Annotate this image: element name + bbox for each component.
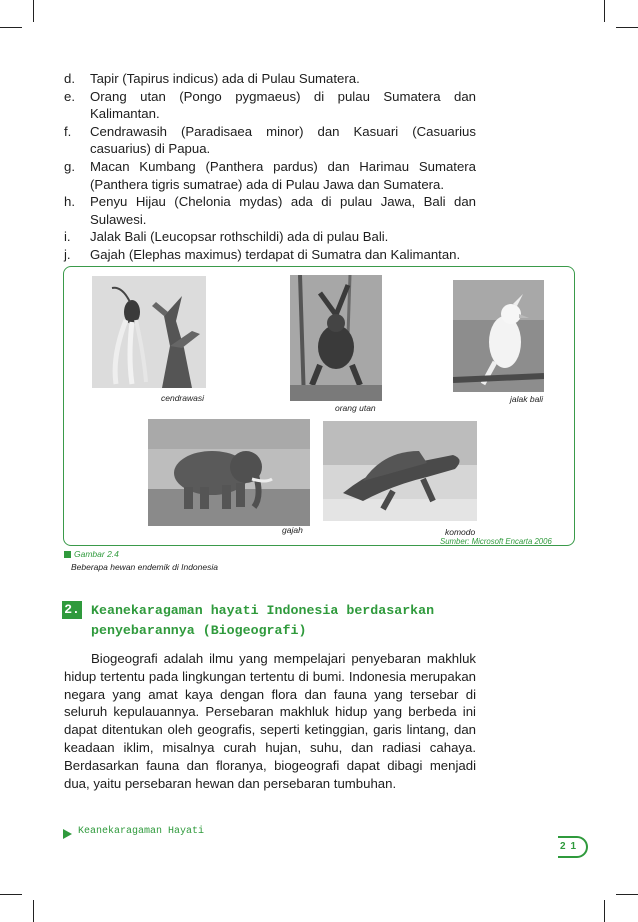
caption-gajah: gajah xyxy=(282,525,303,535)
caption-komodo: komodo xyxy=(445,527,476,537)
arrow-right-icon xyxy=(63,829,72,839)
body-paragraph: Biogeografi adalah ilmu yang mempelajari penyebaran makhluk hidup tertentu pada lingkungan tertentu di bumi. Indonesia merupakan negara yang amat kaya dengan flora dan fauna yang tersebar di seluruh kepulauannya. Persebaran makhluk hidup yang berbeda ini dapat ditentukan oleh geografis, seperti ketinggian, garis lintang, dan keadaan iklim, misalnya curah hujan, suhu, dan radiasi cahaya. Berdasarkan fauna dan floranya, biogeografi dapat dibagi menjadi dua, yaitu persebaran hewan dan persebaran tumbuhan. xyxy=(64,651,476,791)
list-item: i. Jalak Bali (Leucopsar rothschildi) ada di pulau Bali. xyxy=(64,229,389,245)
list-item: d. Tapir (Tapirus indicus) ada di Pulau Sumatera. xyxy=(64,71,360,86)
komodo-photo xyxy=(323,421,477,521)
caption-orangutan: orang utan xyxy=(335,403,376,413)
list-item: h. Penyu Hijau (Chelonia mydas) ada di pulau Jawa, Bali dan Sulawesi. xyxy=(64,194,476,227)
running-title: Keanekaragaman Hayati xyxy=(78,826,205,837)
square-bullet-icon xyxy=(64,551,71,558)
page-number: 21 xyxy=(558,836,588,858)
list-item: f. Cendrawasih (Paradisaea minor) dan Kasuari (Casuarius casuarius) di Papua. xyxy=(64,123,476,157)
figure-label: Gambar 2.4 xyxy=(64,549,119,559)
list-item: j. Gajah (Elephas maximus) terdapat di Sumatra dan Kalimantan. xyxy=(64,246,461,262)
gajah-photo xyxy=(148,419,310,526)
species-list xyxy=(64,70,476,264)
caption-cendrawasi: cendrawasi xyxy=(161,393,204,403)
orangutan-photo xyxy=(290,275,382,401)
list-item: e. Orang utan (Pongo pygmaeus) di pulau Sumatera dan Kalimantan. xyxy=(64,88,476,122)
jalakbali-photo xyxy=(453,280,544,392)
section-title: Keanekaragaman hayati Indonesia berdasarkan penyebarannya (Biogeografi) xyxy=(91,603,435,638)
caption-jalakbali: jalak bali xyxy=(510,394,544,404)
figure-description: Beberapa hewan endemik di Indonesia xyxy=(71,562,218,572)
section-number: 2. xyxy=(62,601,82,619)
figure-source: Sumber: Microsoft Encarta 2006 xyxy=(440,537,552,546)
list-item: g. Macan Kumbang (Panthera pardus) dan Harimau Sumatera (Panthera tigris sumatrae) ada di Pulau Jawa dan Sumatera. xyxy=(64,158,476,192)
cendrawasih-photo xyxy=(92,276,206,388)
